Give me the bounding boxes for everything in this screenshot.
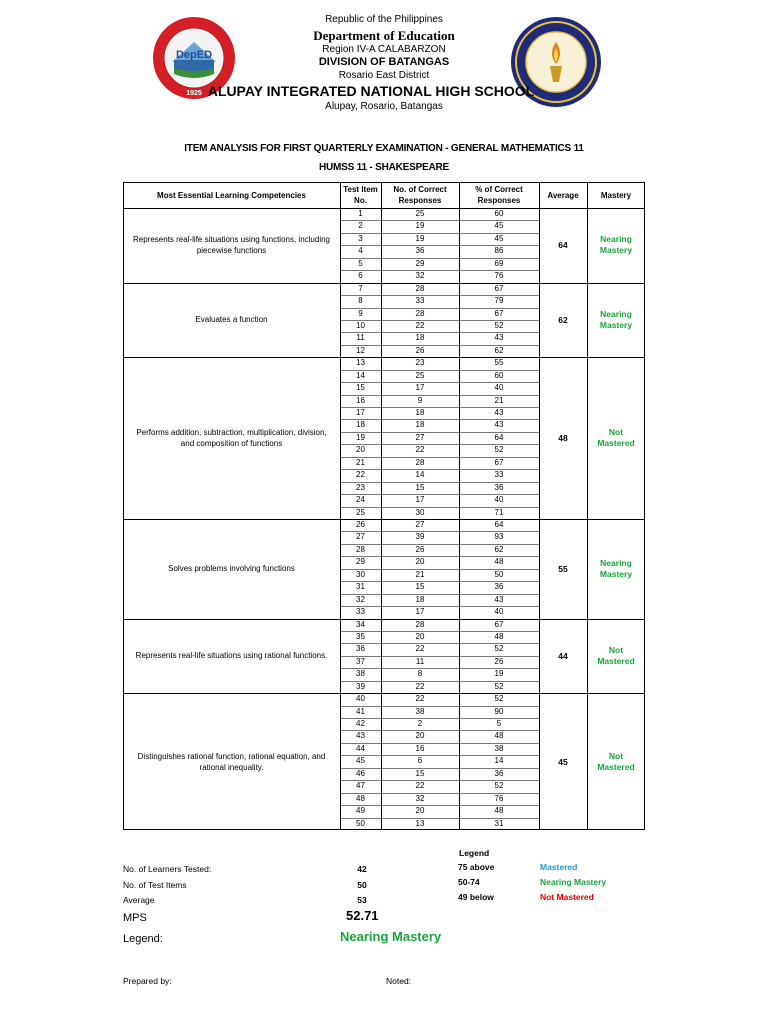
row-divider [340,743,539,744]
item-number-cell: 14 [356,370,365,380]
mastery-cell: Not Mastered [597,750,635,772]
item-number-cell: 40 [356,694,365,704]
correct-responses-cell: 18 [415,408,425,418]
item-number-cell: 45 [356,756,365,766]
legend-range: 49 below [458,892,494,902]
column-divider [340,182,341,830]
competency-cell: Represents real-life situations using rational functions. [135,651,328,661]
row-divider [340,295,539,296]
percent-correct-cell: 38 [494,743,504,753]
mps-value: 52.71 [346,908,379,923]
row-divider [340,556,539,557]
column-header-competency: Most Essential Learning Competencies [157,190,306,200]
row-divider [340,793,539,794]
mastery-cell: Not Mastered [597,644,635,666]
percent-correct-cell: 52 [494,694,504,704]
left-logo-year: 1925 [186,90,202,97]
percent-correct-cell: 43 [494,333,504,343]
row-divider [340,643,539,644]
correct-responses-cell: 28 [415,457,425,467]
percent-correct-cell: 48 [494,557,504,567]
item-number-cell: 16 [356,395,365,405]
row-divider [340,780,539,781]
row-divider [340,668,539,669]
learners-tested-label: No. of Learners Tested: [123,864,212,874]
percent-correct-cell: 76 [494,793,504,803]
row-divider [340,482,539,483]
item-number-cell: 33 [356,607,365,617]
percent-correct-cell: 48 [494,631,504,641]
percent-correct-cell: 40 [494,383,504,393]
percent-correct-cell: 52 [494,681,504,691]
item-number-cell: 20 [356,445,365,455]
item-number-cell: 47 [356,781,365,791]
percent-correct-cell: 64 [494,432,504,442]
item-number-cell: 4 [358,246,363,256]
column-divider [381,182,382,830]
correct-responses-cell: 22 [415,781,425,791]
item-number-cell: 29 [356,557,365,567]
row-divider [340,631,539,632]
correct-responses-cell: 28 [415,283,425,293]
correct-responses-cell: 28 [415,308,425,318]
percent-correct-cell: 26 [494,656,504,666]
correct-responses-cell: 26 [415,544,425,554]
correct-responses-cell: 22 [415,681,425,691]
correct-responses-cell: 25 [415,209,425,218]
percent-correct-cell: 79 [494,296,504,306]
item-number-cell: 22 [356,470,365,480]
percent-correct-cell: 31 [494,818,504,828]
average-value: 53 [357,895,367,905]
row-divider [340,544,539,545]
correct-responses-cell: 11 [415,656,425,666]
item-number-cell: 38 [356,669,365,679]
correct-responses-cell: 15 [415,582,425,592]
item-number-cell: 30 [356,569,365,579]
correct-responses-cell: 29 [415,258,425,268]
row-divider [340,320,539,321]
mastery-cell: Nearing Mastery [599,308,633,330]
percent-correct-cell: 50 [494,569,504,579]
percent-correct-cell: 45 [494,233,504,243]
correct-responses-cell: 17 [415,383,425,393]
item-number-cell: 7 [358,283,363,293]
correct-responses-cell: 20 [415,731,425,741]
percent-correct-cell: 67 [494,283,504,293]
correct-responses-cell: 17 [415,607,425,617]
item-number-cell: 13 [356,358,365,368]
item-number-cell: 6 [358,271,363,281]
item-number-cell: 24 [356,495,365,505]
item-number-cell: 9 [358,308,363,318]
percent-correct-cell: 55 [494,358,504,368]
column-divider [587,182,588,830]
row-divider [340,818,539,819]
correct-responses-cell: 38 [415,706,425,716]
item-number-cell: 12 [356,345,365,355]
header-department: Department of Education [313,28,455,43]
row-divider [340,233,539,234]
row-divider [340,718,539,719]
column-header-average: Average [547,190,579,200]
learners-tested-value: 42 [357,864,367,874]
correct-responses-cell: 20 [415,557,425,567]
competency-cell: Solves problems involving functions [168,564,295,574]
test-items-value: 50 [357,880,367,890]
row-divider [340,407,539,408]
header-address: Alupay, Rosario, Batangas [325,101,443,112]
item-number-cell: 27 [356,532,365,542]
percent-correct-cell: 33 [494,470,504,480]
row-divider [340,220,539,221]
item-number-cell: 2 [358,221,363,231]
correct-responses-cell: 28 [415,619,425,629]
percent-correct-cell: 40 [494,495,504,505]
correct-responses-cell: 20 [415,631,425,641]
item-number-cell: 3 [358,233,363,243]
item-number-cell: 37 [356,656,365,666]
percent-correct-cell: 52 [494,445,504,455]
column-divider [459,182,460,830]
row-divider [340,755,539,756]
row-divider [340,469,539,470]
legend-result-label: Legend: [123,933,163,945]
percent-correct-cell: 76 [494,271,504,281]
item-number-cell: 41 [356,706,365,716]
correct-responses-cell: 17 [415,495,425,505]
item-analysis-table [123,182,645,830]
percent-correct-cell: 86 [494,246,504,256]
row-divider [340,457,539,458]
item-number-cell: 35 [356,631,365,641]
left-logo-center-text: DepED [175,49,213,61]
item-number-cell: 17 [356,408,365,418]
row-divider [340,768,539,769]
row-divider [340,245,539,246]
percent-correct-cell: 60 [494,209,504,218]
row-divider [340,681,539,682]
correct-responses-cell: 36 [415,246,425,256]
row-divider [340,432,539,433]
percent-correct-cell: 90 [494,706,504,716]
column-header-percent-correct: % of Correct Responses [475,185,523,205]
correct-responses-cell: 32 [415,271,425,281]
correct-responses-cell: 33 [415,296,425,306]
mastery-cell: Nearing Mastery [599,234,633,256]
row-divider [340,706,539,707]
average-cell: 44 [558,650,568,661]
header-division: DIVISION OF BATANGAS [318,56,450,68]
percent-correct-cell: 69 [494,258,504,268]
row-divider [340,332,539,333]
correct-responses-cell: 14 [415,470,425,480]
column-divider [539,182,540,830]
item-number-cell: 15 [356,383,365,393]
competency-cell: Distinguishes rational function, rational equation, and rational inequality. [137,751,326,772]
correct-responses-cell: 15 [415,482,425,492]
percent-correct-cell: 67 [494,619,504,629]
column-header-mastery: Mastery [600,190,632,200]
item-number-cell: 43 [356,731,365,741]
legend-label: Mastered [540,862,578,872]
row-divider [340,308,539,309]
row-divider [340,531,539,532]
legend-range: 50-74 [458,877,480,887]
row-divider [340,382,539,383]
average-cell: 64 [558,240,568,251]
correct-responses-cell: 2 [417,719,423,729]
row-divider [340,419,539,420]
correct-responses-cell: 23 [415,358,425,368]
competency-cell: Evaluates a function [195,315,268,325]
item-number-cell: 39 [356,681,365,691]
item-number-cell: 10 [356,320,365,330]
header-school: ALUPAY INTEGRATED NATIONAL HIGH SCHOOL [207,83,535,99]
percent-correct-cell: 43 [494,408,504,418]
correct-responses-cell: 9 [417,395,423,405]
correct-responses-cell: 25 [415,370,425,380]
percent-correct-cell: 52 [494,320,504,330]
percent-correct-cell: 45 [494,221,504,231]
percent-correct-cell: 93 [494,532,504,542]
correct-responses-cell: 8 [417,669,423,679]
correct-responses-cell: 26 [415,345,425,355]
correct-responses-cell: 18 [415,594,425,604]
item-number-cell: 18 [356,420,365,430]
item-number-cell: 36 [356,644,365,654]
percent-correct-cell: 48 [494,806,504,816]
correct-responses-cell: 32 [415,793,425,803]
average-label: Average [123,895,155,905]
row-divider [340,395,539,396]
percent-correct-cell: 21 [494,395,504,405]
item-number-cell: 31 [356,582,365,592]
item-number-cell: 8 [358,296,363,306]
item-number-cell: 32 [356,594,365,604]
correct-responses-cell: 39 [415,532,425,542]
row-divider [340,345,539,346]
percent-correct-cell: 62 [494,544,504,554]
percent-correct-cell: 14 [494,756,504,766]
row-divider [340,507,539,508]
average-cell: 48 [558,433,568,444]
test-items-label: No. of Test Items [123,880,187,890]
percent-correct-cell: 60 [494,370,504,380]
row-divider [340,581,539,582]
percent-correct-cell: 43 [494,594,504,604]
correct-responses-cell: 16 [415,743,425,753]
header-republic: Republic of the Philippines [325,14,443,25]
percent-correct-cell: 52 [494,644,504,654]
row-divider [340,370,539,371]
item-number-cell: 49 [356,806,365,816]
legend-label: Not Mastered [540,892,594,902]
percent-correct-cell: 62 [494,345,504,355]
correct-responses-cell: 18 [415,333,425,343]
mastery-cell: Not Mastered [597,427,635,449]
correct-responses-cell: 19 [415,233,425,243]
competency-cell: Performs addition, subtraction, multiplication, division, and composition of functions [136,428,327,449]
right-logo-year: 2000 [548,93,564,100]
percent-correct-cell: 36 [494,482,504,492]
percent-correct-cell: 36 [494,582,504,592]
row-divider [340,270,539,271]
row-divider [340,258,539,259]
average-cell: 62 [558,314,568,325]
percent-correct-cell: 64 [494,520,504,529]
legend-result-value: Nearing Mastery [340,929,442,944]
header-region: Region IV-A CALABARZON [322,44,446,55]
item-number-cell: 5 [358,258,363,268]
percent-correct-cell: 67 [494,308,504,318]
correct-responses-cell: 30 [415,507,425,517]
correct-responses-cell: 6 [417,756,423,766]
legend-label: Nearing Mastery [540,877,607,887]
item-number-cell: 23 [356,482,365,492]
correct-responses-cell: 19 [415,221,425,231]
percent-correct-cell: 5 [496,719,502,729]
row-divider [340,805,539,806]
report-subtitle: HUMSS 11 - SHAKESPEARE [318,162,450,173]
percent-correct-cell: 43 [494,420,504,430]
header-district: Rosario East District [338,70,430,81]
item-number-cell: 48 [356,793,365,803]
row-divider [340,444,539,445]
row-divider [340,494,539,495]
column-header-correct-responses: No. of Correct Responses [393,185,447,205]
percent-correct-cell: 36 [494,768,504,778]
item-number-cell: 50 [356,818,365,828]
percent-correct-cell: 67 [494,457,504,467]
correct-responses-cell: 27 [415,432,425,442]
legend-range: 75 above [458,862,495,872]
correct-responses-cell: 21 [415,569,425,579]
column-header-item-no: Test Item No. [343,185,378,205]
item-number-cell: 21 [356,457,365,467]
competency-cell: Represents real-life situations using functions, including piecewise functions [133,235,330,256]
percent-correct-cell: 52 [494,781,504,791]
percent-correct-cell: 19 [494,669,504,679]
item-number-cell: 44 [356,743,365,753]
noted-label: Noted: [386,976,412,986]
mastery-cell: Nearing Mastery [599,557,633,579]
row-divider [340,730,539,731]
row-divider [340,594,539,595]
item-number-cell: 46 [356,768,365,778]
item-number-cell: 26 [356,520,365,529]
correct-responses-cell: 15 [415,768,425,778]
report-title: ITEM ANALYSIS FOR FIRST QUARTERLY EXAMINATION - GENERAL MATHEMATICS 11 [184,143,584,154]
correct-responses-cell: 27 [415,520,425,529]
correct-responses-cell: 13 [415,818,425,828]
item-number-cell: 11 [356,333,365,343]
average-cell: 55 [558,563,568,574]
item-number-cell: 42 [356,719,365,729]
prepared-by-label: Prepared by: [123,976,172,986]
correct-responses-cell: 22 [415,644,425,654]
legend-title: Legend [459,848,490,858]
percent-correct-cell: 71 [494,507,504,517]
item-number-cell: 34 [356,619,365,629]
correct-responses-cell: 18 [415,420,425,430]
legend-table [458,862,638,910]
average-cell: 45 [558,756,568,767]
row-divider [340,569,539,570]
item-number-cell: 25 [356,507,365,517]
correct-responses-cell: 22 [415,694,425,704]
row-divider [340,606,539,607]
item-number-cell: 28 [356,544,365,554]
correct-responses-cell: 22 [415,445,425,455]
mps-label: MPS [123,912,147,924]
correct-responses-cell: 20 [415,806,425,816]
item-number-cell: 1 [358,209,363,218]
percent-correct-cell: 48 [494,731,504,741]
item-number-cell: 19 [356,432,365,442]
row-divider [340,656,539,657]
percent-correct-cell: 40 [494,607,504,617]
correct-responses-cell: 22 [415,320,425,330]
